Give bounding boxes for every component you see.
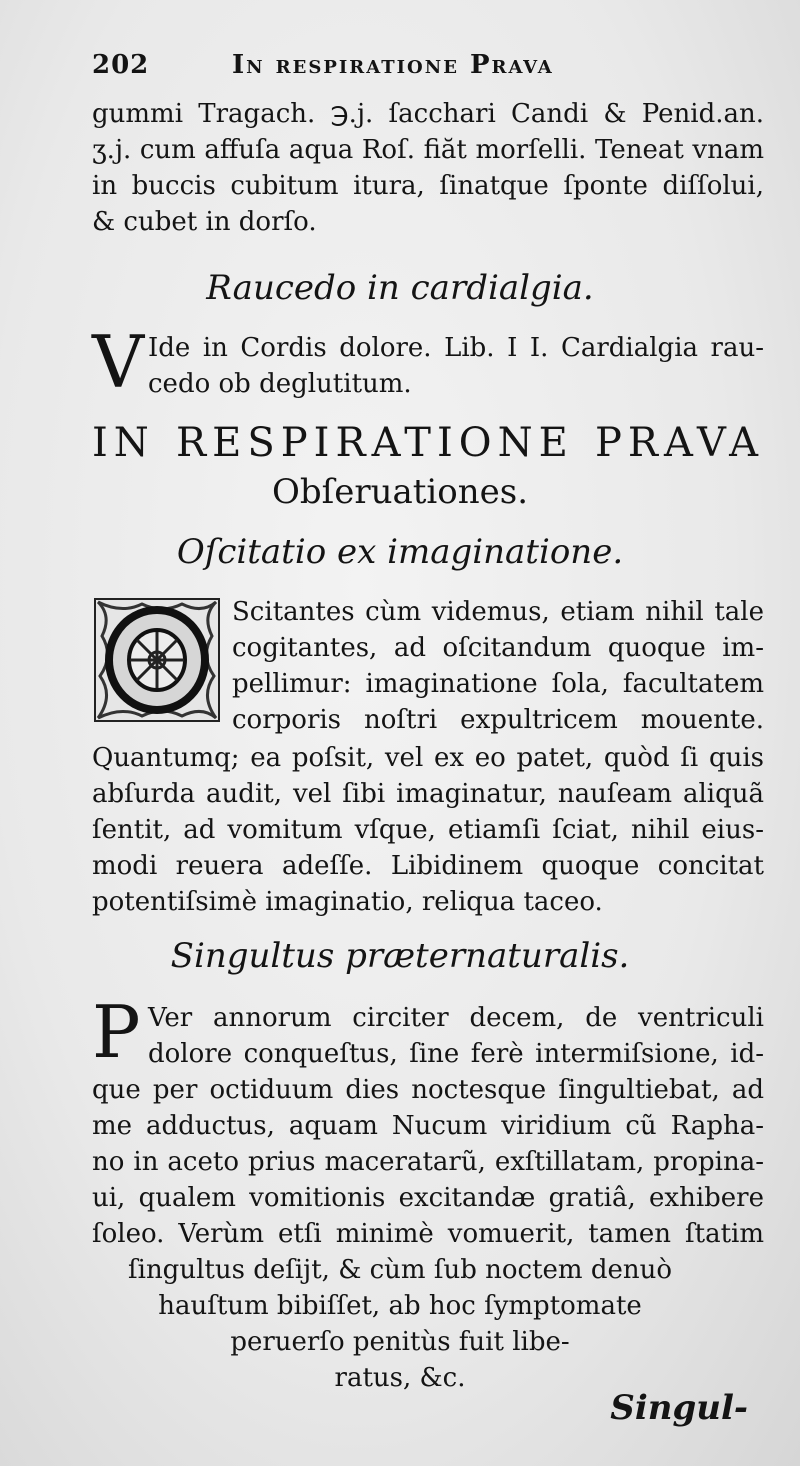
catchword: Singul- bbox=[610, 1388, 748, 1428]
section-title: IN RESPIRATIONE PRAVA bbox=[92, 420, 764, 466]
ornamental-initial bbox=[92, 596, 222, 724]
text-line: ſentit, ad vomitum vſque, etiamſi ſciat, nihil eius- bbox=[92, 815, 764, 845]
text-line: abſurda audit, vel ſibi imaginatur, nauſeam aliquã bbox=[92, 779, 764, 809]
text-line: que per octiduum dies noctesque ſingultiebat, ad bbox=[92, 1075, 764, 1105]
heading-oscitatio: Oſcitatio ex imaginatione. bbox=[176, 532, 624, 572]
text-line: me adductus, aquam Nucum viridium cũ Rapha- bbox=[92, 1111, 764, 1141]
text-line: ui, qualem vomitionis excitandæ gratiâ, exhibere bbox=[92, 1183, 764, 1213]
text-line: in buccis cubitum itura, ſinatque ſponte diſſolui, bbox=[92, 171, 764, 201]
text-line: corporis noſtri expultricem mouente. bbox=[232, 705, 764, 735]
text-line: peruerſo penitùs fuit libe- bbox=[230, 1327, 570, 1357]
dropcap-p: P bbox=[92, 990, 141, 1074]
text-line: Quantumq; ea poſsit, vel ex eo patet, quòd ſi quis bbox=[92, 743, 764, 773]
ornament-o-icon bbox=[92, 596, 222, 724]
text-line: potentiſsimè imaginatio, reliqua taceo. bbox=[92, 887, 603, 917]
text-line: dolore conqueſtus, ſine ferè intermiſsione, id- bbox=[148, 1039, 764, 1069]
text-line: pellimur: imaginatione ſola, facultatem bbox=[232, 669, 764, 699]
text-line: Ver annorum circiter decem, de ventriculi bbox=[148, 1003, 764, 1033]
text-line: & cubet in dorſo. bbox=[92, 207, 317, 237]
text-line: ſoleo. Verùm etſi minimè vomuerit, tamen ſtatim bbox=[92, 1219, 764, 1249]
text-line: no in aceto prius maceratarũ, exſtillatam, propina- bbox=[92, 1147, 764, 1177]
text-line: ſingultus deſijt, & cùm ſub noctem denuò bbox=[128, 1255, 672, 1285]
running-head bbox=[92, 50, 692, 90]
text-line: Scitantes cùm videmus, etiam nihil tale bbox=[232, 597, 764, 627]
text-line: modi reuera adeſſe. Libidinem quoque concitat bbox=[92, 851, 764, 881]
dropcap-v: V bbox=[92, 320, 144, 404]
text-line: ratus, &c. bbox=[334, 1363, 466, 1393]
running-title: In respiratione Prava bbox=[232, 50, 554, 80]
heading-raucedo: Raucedo in cardialgia. bbox=[206, 268, 594, 308]
heading-singultus: Singultus præternaturalis. bbox=[170, 936, 630, 976]
section-subtitle: Obſeruationes. bbox=[271, 472, 529, 512]
text-line: ʒ.j. cum affuſa aqua Roſ. fiăt morſelli. Teneat vnam bbox=[92, 135, 764, 165]
text-line: cogitantes, ad oſcitandum quoque im- bbox=[232, 633, 764, 663]
text-line: cedo ob deglutitum. bbox=[148, 369, 412, 399]
text-line: Ide in Cordis dolore. Lib. I I. Cardialgia rau- bbox=[148, 333, 764, 363]
page-number: 202 bbox=[92, 50, 150, 80]
text-line: hauſtum bibiſſet, ab hoc ſymptomate bbox=[158, 1291, 642, 1321]
text-line: gummi Tragach. ℈.j. ſacchari Candi & Penid.an. bbox=[92, 99, 764, 129]
